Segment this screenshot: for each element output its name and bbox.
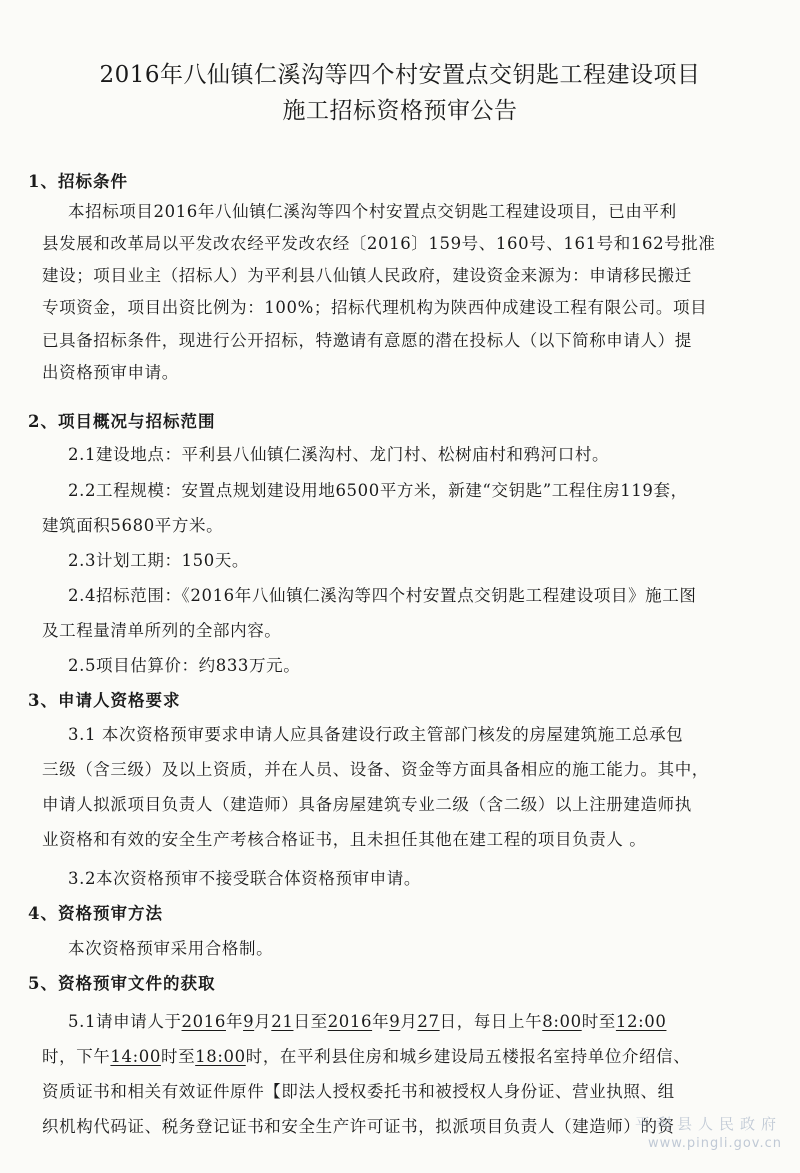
section-3-item-2: 3.2本次资格预审不接受联合体资格预审申请。 [68, 869, 421, 888]
section-1-line-3: 建设；项目业主（招标人）为平利县八仙镇人民政府，建设资金来源为：申请移民搬迁 [42, 266, 692, 285]
section-2-item-4-line-1: 2.4招标范围：《2016年八仙镇仁溪沟等四个村安置点交钥匙工程建设项目》施工图 [68, 586, 697, 605]
afternoon-end-time: 18:00 [195, 1047, 246, 1066]
section-2-item-2-line-1: 2.2工程规模：安置点规划建设用地6500平方米，新建“交钥匙”工程住房119套， [68, 481, 688, 500]
watermark-url: www.pingli.gov.cn [648, 1136, 782, 1151]
section-5-line-2: 时，下午14:00时至18:00时，在平利县住房和城乡建设局五楼报名室持单位介绍信、 [42, 1047, 691, 1066]
afternoon-start-time: 14:00 [110, 1047, 161, 1066]
morning-start-time: 8:00 [542, 1012, 582, 1031]
section-5-line-3: 资质证书和相关有效证件原件【即法人授权委托书和被授权人身份证、营业执照、组 [42, 1082, 675, 1101]
document-title-line-2: 施工招标资格预审公告 [282, 98, 518, 124]
site-watermark [582, 1113, 782, 1151]
section-3-line-2: 三级（含三级）及以上资质，并在人员、设备、资金等方面具备相应的施工能力。其中， [42, 760, 709, 779]
section-1-line-1: 本招标项目2016年八仙镇仁溪沟等四个村安置点交钥匙工程建设项目，已由平利 [68, 202, 677, 221]
section-4-text: 本次资格预审采用合格制。 [68, 939, 274, 958]
end-day: 27 [417, 1012, 440, 1031]
section-1-heading: 1、招标条件 [28, 172, 128, 191]
section-3-line-4: 业资格和有效的安全生产考核合格证书，且未担任其他在建工程的项目负责人 。 [42, 830, 647, 849]
end-month: 9 [389, 1012, 401, 1031]
section-4-heading: 4、资格预审方法 [28, 904, 163, 923]
section-5-heading: 5、资格预审文件的获取 [28, 974, 216, 993]
section-2-item-1: 2.1建设地点：平利县八仙镇仁溪沟村、龙门村、松树庙村和鸦河口村。 [68, 445, 610, 464]
section-3-line-3: 申请人拟派项目负责人（建造师）具备房屋建筑专业二级（含二级）以上注册建造师执 [42, 795, 692, 814]
section-5-line-4: 织机构代码证、税务登记证书和安全生产许可证书，拟派项目负责人（建造师）的资 [42, 1117, 675, 1136]
section-5-line-1: 5.1请申请人于2016年9月21日至2016年9月27日，每日上午8:00时至12:00 [68, 1012, 667, 1031]
section-2-heading: 2、项目概况与招标范围 [28, 412, 216, 431]
watermark-site-name: 平利县人民政府 [634, 1115, 782, 1133]
section-2-item-2-line-2: 建筑面积5680平方米。 [42, 516, 224, 535]
document-title-line-1: 2016年八仙镇仁溪沟等四个村安置点交钥匙工程建设项目 [99, 62, 701, 88]
section-1-line-6: 出资格预审申请。 [42, 363, 179, 382]
section-2-item-3: 2.3计划工期：150天。 [68, 551, 250, 570]
section-1-line-2: 县发展和改革局以平发改农经平发改农经〔2016〕159号、160号、161号和162号批准 [42, 234, 716, 253]
section-3-heading: 3、申请人资格要求 [28, 691, 181, 710]
start-year: 2016 [181, 1012, 226, 1031]
start-day: 21 [271, 1012, 294, 1031]
section-2-item-5: 2.5项目估算价：约833万元。 [68, 656, 301, 675]
start-month: 9 [243, 1012, 255, 1031]
section-3-line-1: 3.1 本次资格预审要求申请人应具备建设行政主管部门核发的房屋建筑施工总承包 [68, 725, 684, 744]
end-year: 2016 [327, 1012, 373, 1031]
morning-end-time: 12:00 [615, 1012, 667, 1031]
section-1-line-4: 专项资金，项目出资比例为：100%；招标代理机构为陕西仲成建设工程有限公司。项目 [42, 298, 708, 317]
section-1-line-5: 已具备招标条件，现进行公开招标，特邀请有意愿的潜在投标人（以下简称申请人）提 [42, 331, 692, 350]
section-2-item-4-line-2: 及工程量清单所列的全部内容。 [42, 621, 282, 640]
